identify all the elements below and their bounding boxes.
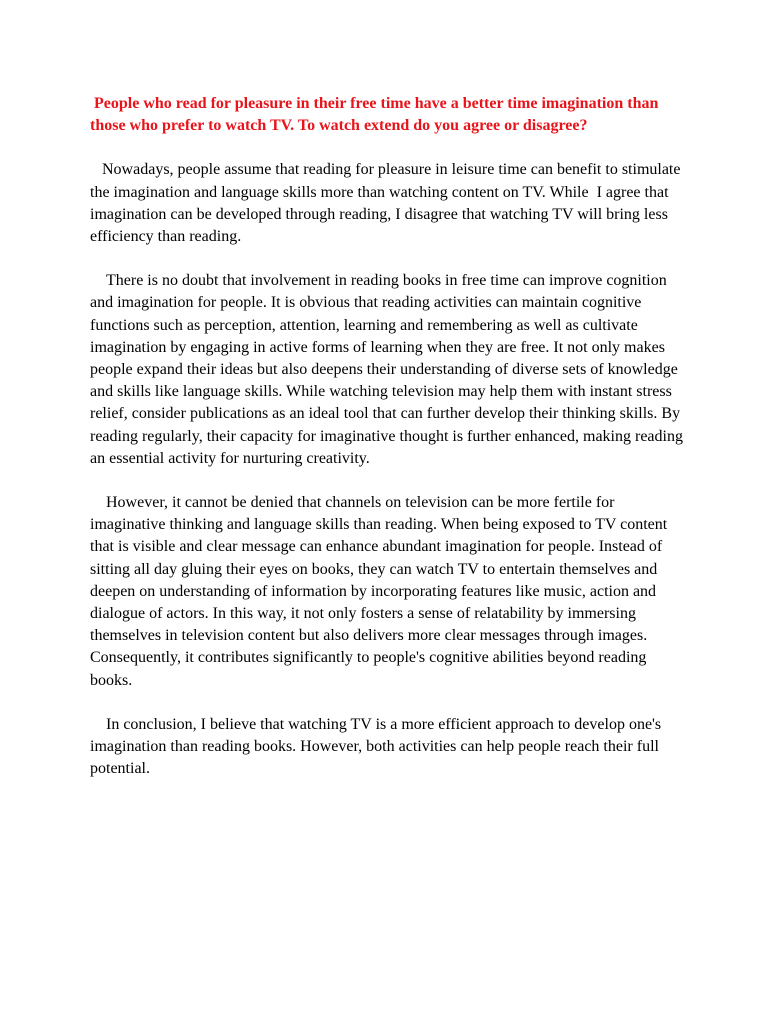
document-page: [90, 93, 690, 780]
paragraph-body-television: However, it cannot be denied that channels on television can be more fertile for imaginative thinking and language skills than reading. When being exposed to TV content that is visible and clear message can enhance abundant imagination for people. Instead of sitting all day gluing their eyes on books, they can watch TV to entertain themselves and deepen on understanding of information by incorporating features like music, action and dialogue of actors. In this way, it not only fosters a sense of relatability by immersing themselves in television content but also delivers more clear messages through images. Consequently, it contributes significantly to people's cognitive abilities beyond reading books.: [90, 494, 672, 689]
essay-prompt-title: People who read for pleasure in their free time have a better time imagination than those who prefer to watch TV. To watch extend do you agree or disagree?: [90, 95, 663, 135]
paragraph-conclusion: In conclusion, I believe that watching TV is a more efficient approach to develop one's imagination than reading books. However, both activities can help people reach their full potential.: [90, 715, 666, 778]
paragraph-introduction: Nowadays, people assume that reading for pleasure in leisure time can benefit to stimulate the imagination and language skills more than watching content on TV. While I agree that imagination can be developed through reading, I disagree that watching TV will bring less efficiency than reading.: [90, 161, 685, 246]
paragraph-body-reading: There is no doubt that involvement in reading books in free time can improve cognition and imagination for people. It is obvious that reading activities can maintain cognitive functions such as perception, attention, learning and remembering as well as cultivate imagination by engaging in active forms of learning when they are free. It not only makes people expand their ideas but also deepens their understanding of diverse sets of knowledge and skills like language skills. While watching television may help them with instant stress relief, consider publications as an ideal tool that can further develop their thinking skills. By reading regularly, their capacity for imaginative thought is further enhanced, making reading an essential activity for nurturing creativity.: [90, 272, 687, 467]
